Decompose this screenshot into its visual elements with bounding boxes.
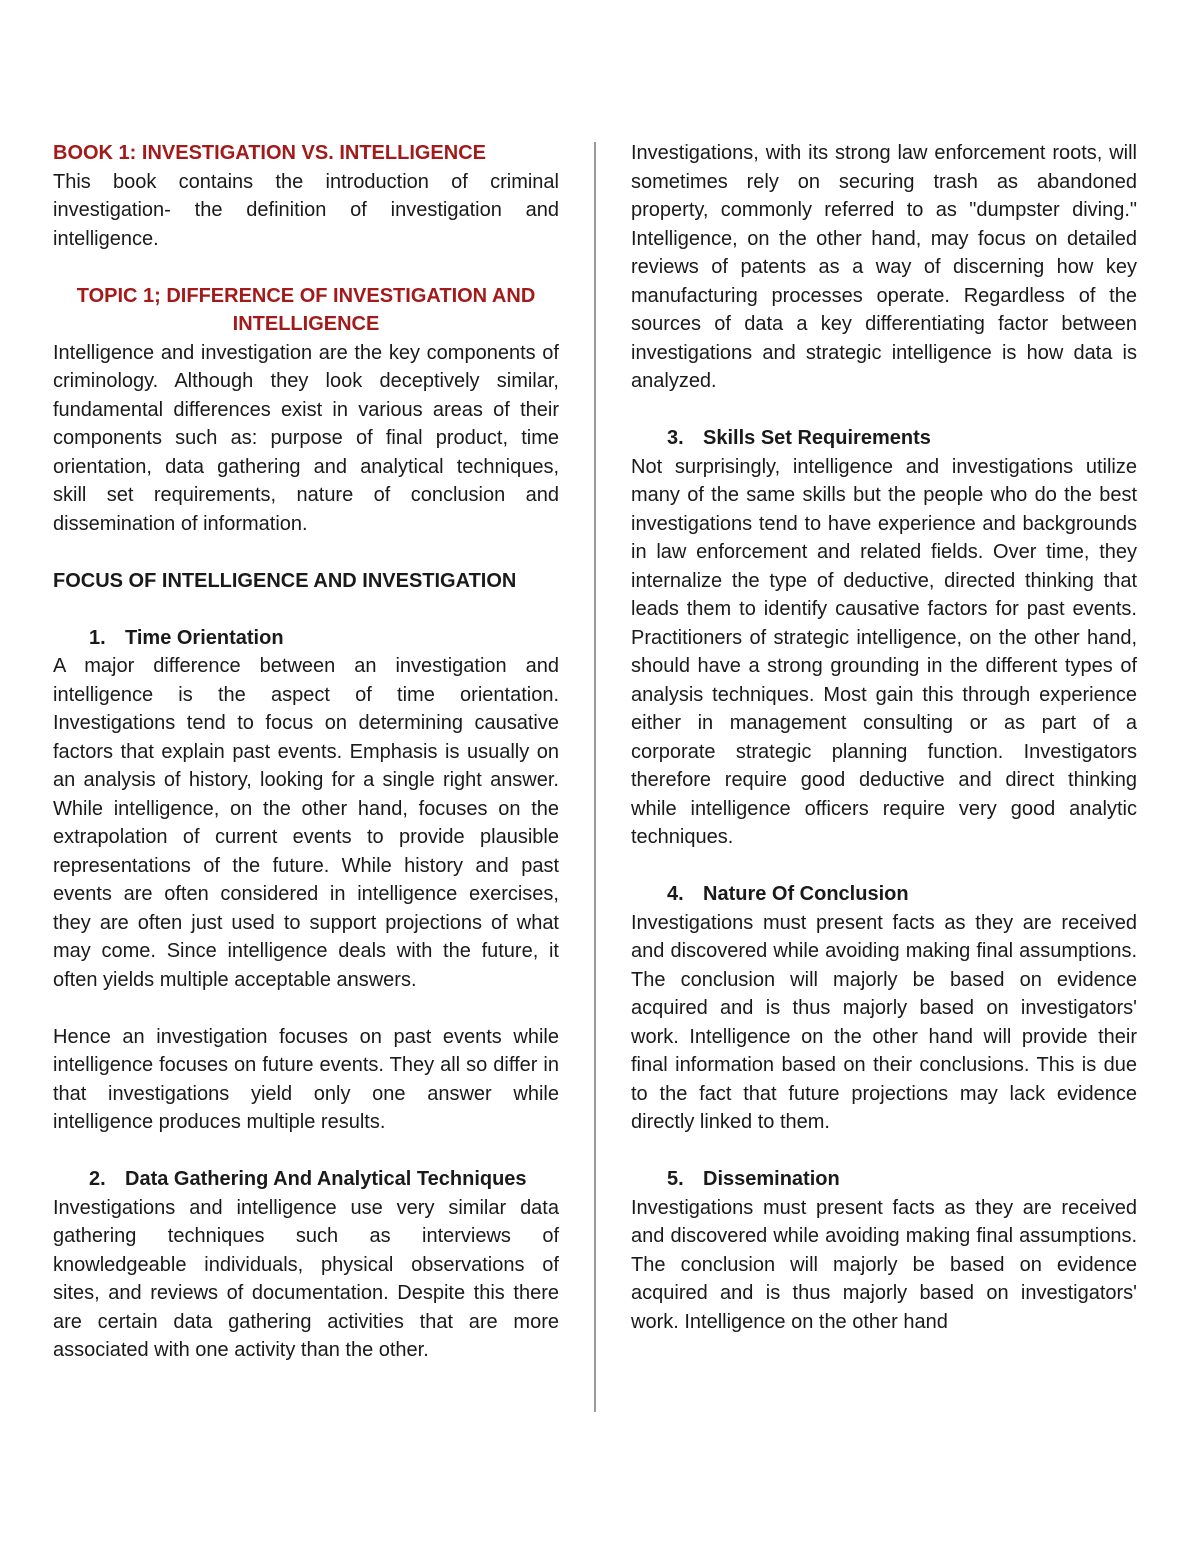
spacer xyxy=(53,595,559,624)
section-body-dissemination: Investigations must present facts as they are received and discovered while avoiding making final assumptions. The conclusion will majorly be based on evidence acquired and is thus majorly based on investigators' work. Intelligence on the other hand xyxy=(631,1196,1137,1333)
section-body-data-gathering: Investigations and intelligence use very similar data gathering techniques such as interviews of knowledgeable individuals, physical observations of sites, and reviews of documentation. Despite this there are certain data gathering activities that are more associated with one activity than the other. xyxy=(53,1196,559,1361)
topic-title: TOPIC 1; DIFFERENCE OF INVESTIGATION AND INTELLIGENCE xyxy=(76,284,536,335)
section-body-data-gathering-continued: Investigations, with its strong law enforcement roots, will sometimes rely on securing trash as abandoned property, commonly referred to as "dumpster diving." Intelligence, on the other hand, may focus on detailed reviews of patents as a way of discerning how key manufacturing processes operate. Regardless of the sources of data a key differentiating factor between investigations and strategic intelligence is how data is analyzed. xyxy=(631,142,1137,392)
spacer xyxy=(53,1137,559,1166)
section-title: Nature Of Conclusion xyxy=(703,883,909,905)
section-number: 2. xyxy=(89,1168,106,1190)
right-column xyxy=(631,139,1137,1336)
left-column xyxy=(53,139,559,1365)
section-summary-time-orientation: Hence an investigation focuses on past events while intelligence focuses on future events. They all so differ in that investigations yield only one answer while intelligence produces multiple results. xyxy=(53,1025,559,1133)
spacer xyxy=(631,1137,1137,1166)
focus-title: FOCUS OF INTELLIGENCE AND INVESTIGATION xyxy=(53,569,517,592)
spacer xyxy=(53,253,559,282)
section-heading-time-orientation xyxy=(53,624,559,653)
section-title: Data Gathering And Analytical Techniques xyxy=(125,1168,527,1190)
column-divider xyxy=(594,142,596,1412)
section-title: Time Orientation xyxy=(125,626,284,649)
section-heading-skills-set xyxy=(631,424,1137,453)
book-intro: This book contains the introduction of criminal investigation- the definition of investigation and intelligence. xyxy=(53,170,559,250)
section-heading-nature-of-conclusion xyxy=(631,880,1137,909)
section-body-skills-set: Not surprisingly, intelligence and investigations utilize many of the same skills but the people who do the best investigations tend to have experience and backgrounds in law enforcement and related fields. Over time, they internalize the type of deductive, directed thinking that leads them to identify causative factors for past events. Practitioners of strategic intelligence, on the other hand, should have a strong grounding in the different types of analysis techniques. Most gain this through experience either in management consulting or as part of a corporate strategic planning function. Investigators therefore require good deductive and direct thinking while intelligence officers require very good analytic techniques. xyxy=(631,455,1137,848)
book-title: BOOK 1: INVESTIGATION VS. INTELLIGENCE xyxy=(53,142,486,164)
spacer xyxy=(53,538,559,567)
section-number: 4. xyxy=(667,883,684,905)
section-number: 3. xyxy=(667,427,684,449)
section-heading-dissemination xyxy=(631,1165,1137,1194)
section-heading-data-gathering xyxy=(53,1165,559,1194)
section-body-time-orientation: A major difference between an investigation and intelligence is the aspect of time orientation. Investigations tend to focus on determining causative factors that explain past events. Emphasis is usually on an analysis of history, looking for a single right answer. While intelligence, on the other hand, focuses on the extrapolation of current events to provide plausible representations of the future. While history and past events are often considered in intelligence exercises, they are often just used to support projections of what may come. Since intelligence deals with the future, it often yields multiple acceptable answers. xyxy=(53,655,559,991)
section-title: Skills Set Requirements xyxy=(703,427,931,449)
section-body-nature-of-conclusion: Investigations must present facts as they are received and discovered while avoiding making final assumptions. The conclusion will majorly be based on evidence acquired and is thus majorly based on investigators' work. Intelligence on the other hand will provide their final information based on their conclusions. This is due to the fact that future projections may lack evidence directly linked to them. xyxy=(631,911,1137,1133)
topic-body: Intelligence and investigation are the key components of criminology. Although they look deceptively similar, fundamental differences exist in various areas of their components such as: purpose of final product, time orientation, data gathering and analytical techniques, skill set requirements, nature of conclusion and dissemination of information. xyxy=(53,341,559,535)
spacer xyxy=(631,852,1137,881)
spacer xyxy=(53,994,559,1023)
spacer xyxy=(631,396,1137,425)
section-number: 5. xyxy=(667,1168,684,1190)
section-number: 1. xyxy=(89,626,106,649)
section-title: Dissemination xyxy=(703,1168,840,1190)
